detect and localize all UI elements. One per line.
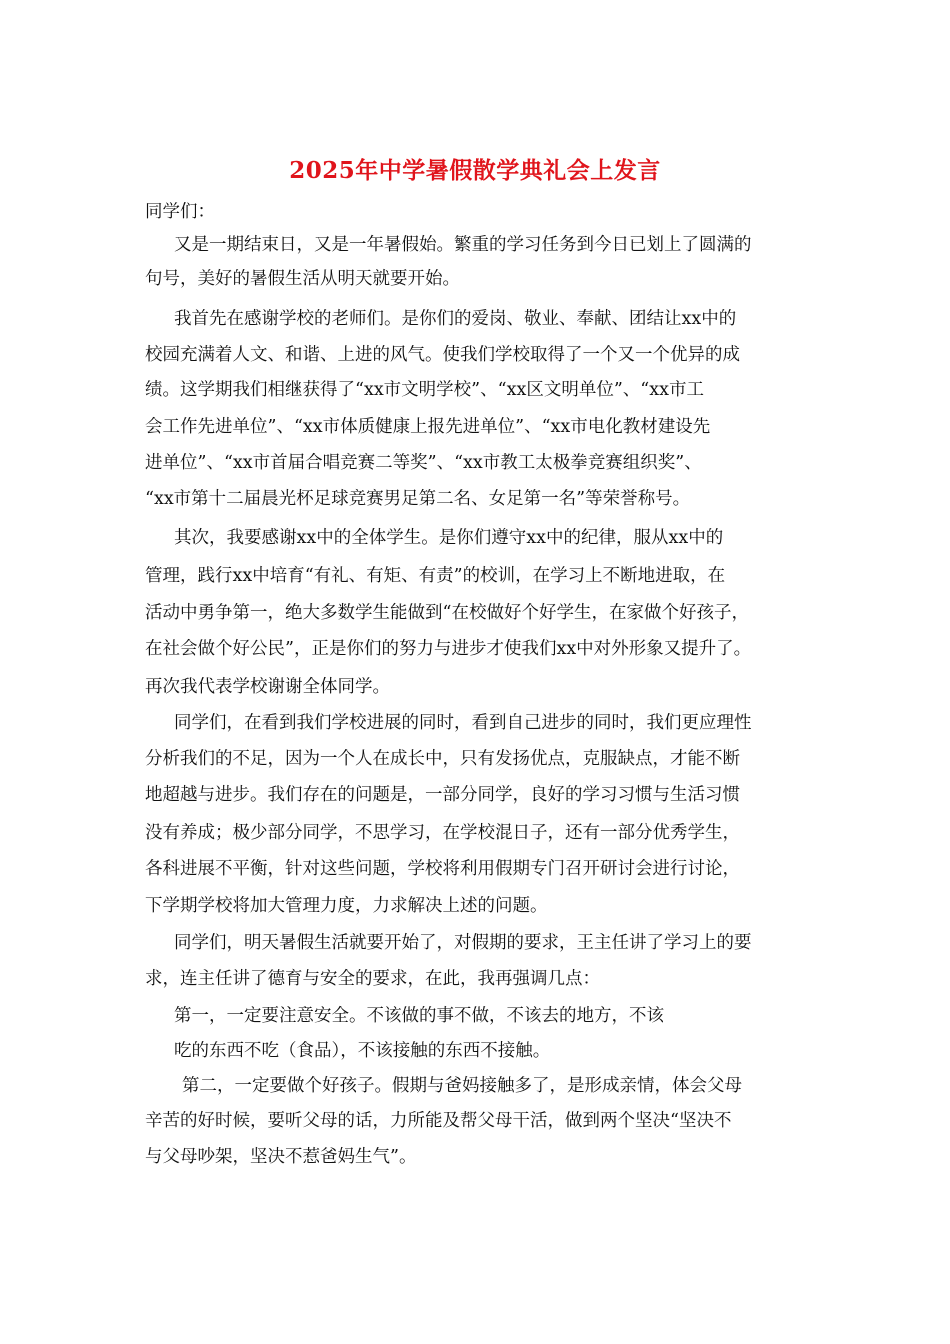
text-line: 分析我们的不足，因为一个人在成长中，只有发扬优点，克服缺点，才能不断 bbox=[145, 749, 740, 769]
text-line: 同学们： bbox=[145, 202, 215, 222]
text-line: 会工作先进单位”、“xx市体质健康上报先进单位”、“xx市电化教材建设先 bbox=[145, 417, 711, 437]
text-line: 第二，一定要做个好孩子。假期与爸妈接触多了，是形成亲情，体会父母 bbox=[182, 1076, 742, 1096]
text-line: 在社会做个好公民”，正是你们的努力与进步才使我们xx中对外形象又提升了。 bbox=[145, 639, 752, 659]
text-line: 辛苦的好时候，要听父母的话，力所能及帮父母干活，做到两个坚决“坚决不 bbox=[145, 1111, 732, 1131]
text-line: 绩。这学期我们相继获得了“xx市文明学校”、“xx区文明单位”、“xx市工 bbox=[145, 380, 704, 400]
text-line: 下学期学校将加大管理力度，力求解决上述的问题。 bbox=[145, 896, 548, 916]
text-line: 同学们，明天暑假生活就要开始了，对假期的要求，王主任讲了学习上的要 bbox=[174, 933, 752, 953]
text-line: “xx市第十二届晨光杯足球竞赛男足第二名、女足第一名”等荣誉称号。 bbox=[145, 489, 691, 509]
text-line: 活动中勇争第一，绝大多数学生能做到“在校做好个好学生，在家做个好孩子， bbox=[145, 603, 749, 623]
text-line: 其次，我要感谢xx中的全体学生。是你们遵守xx中的纪律，服从xx中的 bbox=[174, 528, 724, 548]
text-line: 吃的东西不吃（食品），不该接触的东西不接触。 bbox=[174, 1041, 551, 1061]
text-line: 进单位”、“xx市首届合唱竞赛二等奖”、“xx市教工太极拳竞赛组织奖”、 bbox=[145, 453, 702, 473]
text-line: 句号，美好的暑假生活从明天就要开始。 bbox=[145, 269, 460, 289]
text-line: 又是一期结束日，又是一年暑假始。繁重的学习任务到今日已划上了圆满的 bbox=[174, 235, 752, 255]
text-line: 第一，一定要注意安全。不该做的事不做，不该去的地方，不该 bbox=[174, 1006, 664, 1026]
text-line: 我首先在感谢学校的老师们。是你们的爱岗、敬业、奉献、团结让xx中的 bbox=[174, 309, 737, 329]
text-line: 地超越与进步。我们存在的问题是，一部分同学，良好的学习习惯与生活习惯 bbox=[145, 785, 740, 805]
document-title: 2025年中学暑假散学典礼会上发言 bbox=[289, 157, 661, 184]
text-line: 同学们，在看到我们学校进展的同时，看到自己进步的同时，我们更应理性 bbox=[174, 713, 752, 733]
text-line: 管理，践行xx中培育“有礼、有矩、有责”的校训，在学习上不断地进取，在 bbox=[145, 566, 726, 586]
text-line: 各科进展不平衡，针对这些问题，学校将利用假期专门召开研讨会进行讨论， bbox=[145, 859, 740, 879]
text-line: 再次我代表学校谢谢全体同学。 bbox=[145, 677, 390, 697]
text-line: 校园充满着人文、和谐、上进的风气。使我们学校取得了一个又一个优异的成 bbox=[145, 345, 740, 365]
text-line: 与父母吵架，坚决不惹爸妈生气”。 bbox=[145, 1147, 417, 1167]
text-line: 没有养成；极少部分同学，不思学习，在学校混日子，还有一部分优秀学生， bbox=[145, 823, 740, 843]
text-line: 求，连主任讲了德育与安全的要求，在此，我再强调几点： bbox=[145, 969, 600, 989]
